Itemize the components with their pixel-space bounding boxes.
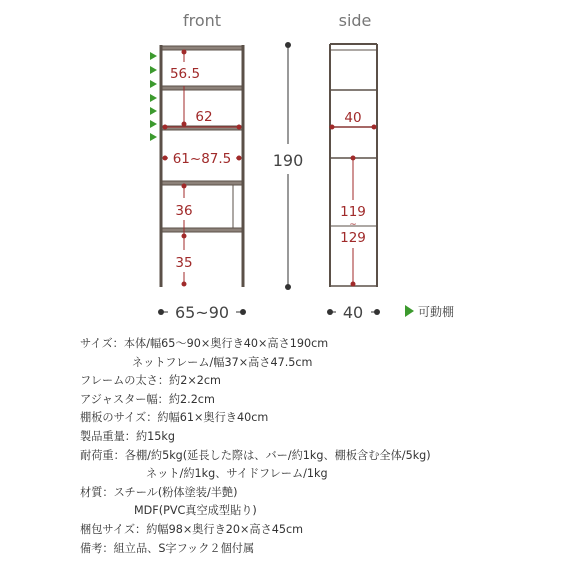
dim-label-tilde: ~ — [349, 220, 357, 230]
front-view-title: front — [182, 11, 222, 30]
front-dimension-labels — [170, 66, 231, 271]
spec-material-cont: MDF(PVC真空成型貼り) — [134, 504, 257, 518]
spec-net-frame: ネットフレーム/幅37×高さ47.5cm — [132, 355, 313, 369]
movable-shelf-legend-label: 可動棚 — [418, 305, 455, 319]
dim-label-119: 119 — [340, 204, 366, 220]
spec-shelf-size: 棚板のサイズ：約幅61×奥行き40cm — [80, 411, 269, 425]
dim-label-129: 129 — [340, 230, 366, 246]
side-view-title: side — [338, 11, 372, 30]
dim-label-65-90: 65~90 — [174, 303, 230, 322]
movable-shelf-legend-icon — [405, 305, 414, 317]
spec-frame-thickness: フレームの太さ：約2×2cm — [80, 374, 221, 388]
dim-label-40-width: 40 — [342, 303, 364, 322]
dim-label-56-5: 56.5 — [169, 66, 201, 82]
spec-list — [80, 335, 560, 558]
spec-material: 材質：スチール(粉体塗装/半艶) — [80, 485, 238, 499]
spec-weight: 製品重量：約15kg — [80, 429, 175, 443]
front-dimension-lines — [163, 50, 242, 287]
dim-label-36: 36 — [175, 203, 193, 219]
spec-load-capacity: 耐荷重：各棚/約5kg(延長した際は、バー/約1kg、棚板含む全体/5kg) — [80, 448, 431, 462]
dim-label-62: 62 — [195, 109, 213, 125]
dim-label-40-shelf: 40 — [344, 110, 362, 126]
spec-adjuster-width: アジャスター幅：約2.2cm — [80, 392, 215, 406]
spec-size: サイズ：本体/幅65～90×奥行き40×高さ190cm — [80, 337, 329, 350]
spec-load-capacity-cont: ネット/約1kg、サイドフレーム/1kg — [146, 467, 328, 481]
spec-package-size: 梱包サイズ：約幅98×奥行き20×高さ45cm — [80, 522, 304, 536]
dim-label-61-87-5: 61~87.5 — [172, 151, 232, 167]
spec-notes: 備考：組立品、S字フック２個付属 — [80, 541, 255, 555]
movable-shelf-markers — [150, 52, 157, 141]
dim-label-190: 190 — [272, 151, 304, 170]
dim-label-35: 35 — [175, 255, 193, 271]
